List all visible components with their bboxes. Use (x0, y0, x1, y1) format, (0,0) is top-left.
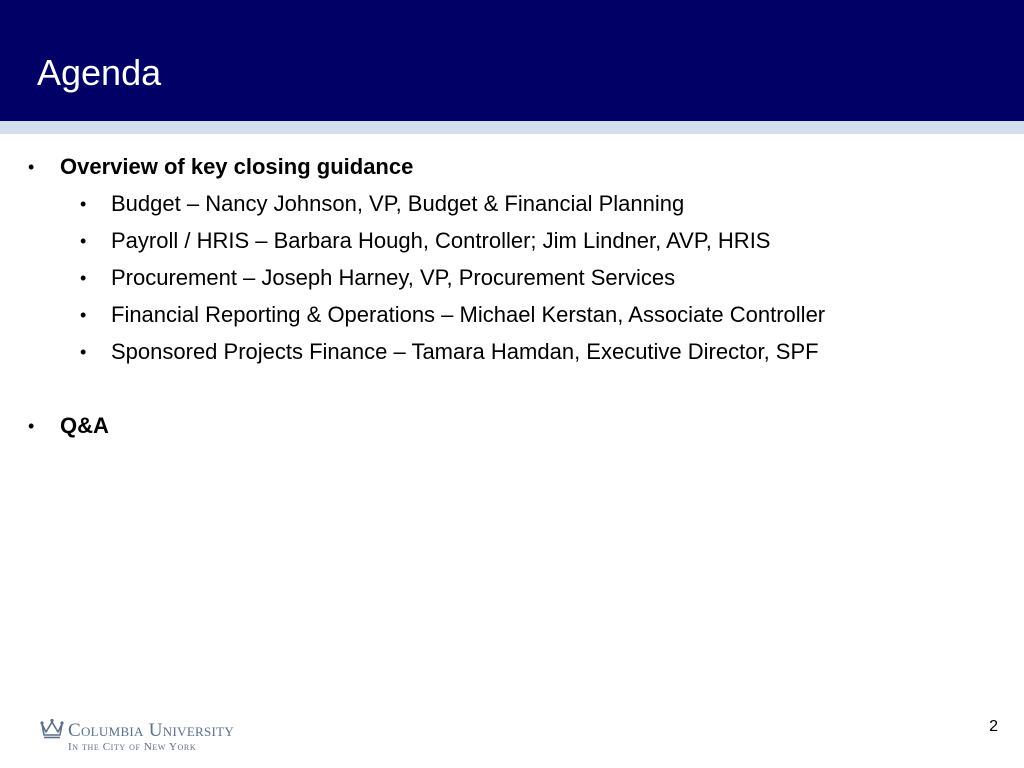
agenda-subitem-text: Budget – Nancy Johnson, VP, Budget & Financial Planning (111, 191, 685, 216)
agenda-item-text: Q&A (60, 413, 109, 438)
bullet-icon: • (80, 268, 87, 288)
bullet-icon: • (80, 342, 87, 362)
page-number: 2 (989, 718, 998, 735)
title-bar (0, 0, 1024, 121)
university-logo (40, 715, 280, 760)
agenda-subitem-text: Payroll / HRIS – Barbara Hough, Controller; Jim Lindner, AVP, HRIS (111, 228, 771, 253)
agenda-subitem-text: Financial Reporting & Operations – Michael Kerstan, Associate Controller (111, 302, 826, 327)
agenda-subitem-text: Sponsored Projects Finance – Tamara Hamdan, Executive Director, SPF (111, 339, 819, 364)
slide-title: Agenda (37, 52, 162, 93)
logo-wordmark: Columbia University (68, 720, 235, 741)
accent-divider (0, 121, 1024, 134)
bullet-icon: • (80, 305, 87, 325)
agenda-item-text: Overview of key closing guidance (60, 154, 414, 179)
crown-icon (40, 717, 64, 739)
bullet-icon: • (80, 231, 87, 251)
bullet-icon: • (28, 416, 35, 436)
bullet-icon: • (28, 157, 35, 177)
logo-tagline: In the City of New York (68, 741, 197, 753)
bullet-icon: • (80, 194, 87, 214)
agenda-subitem-text: Procurement – Joseph Harney, VP, Procurement Services (111, 265, 676, 290)
